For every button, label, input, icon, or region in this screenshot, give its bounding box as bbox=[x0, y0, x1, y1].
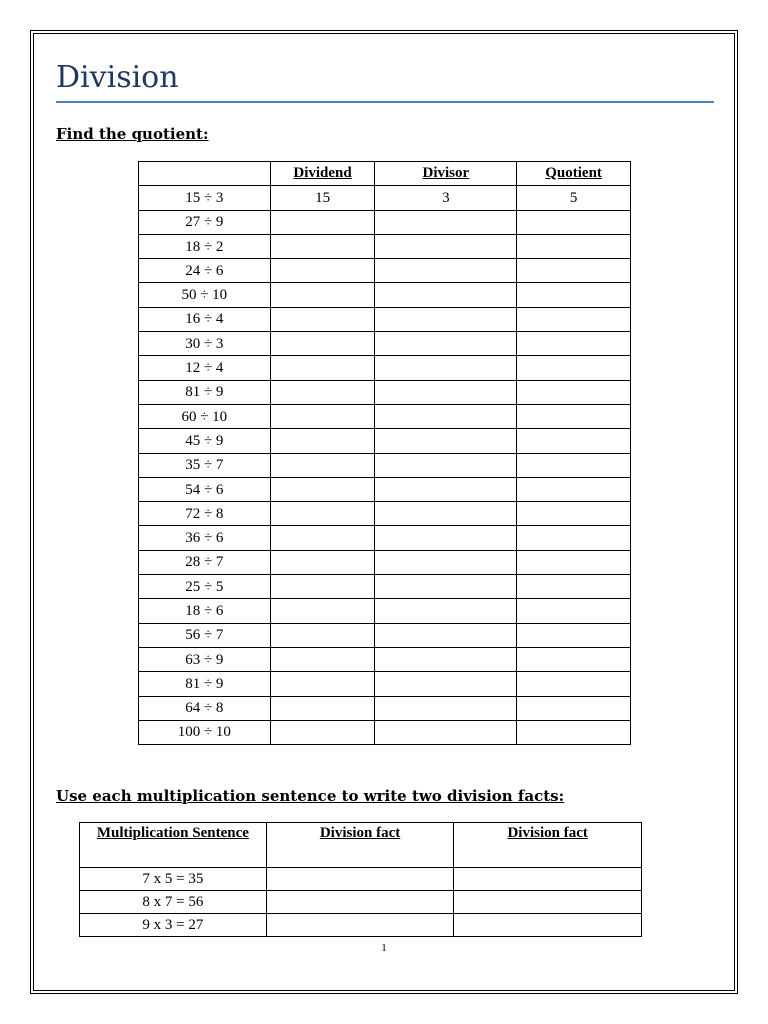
table-row bbox=[139, 453, 631, 477]
header-multiplication-sentence: Multiplication Sentence bbox=[80, 823, 267, 868]
divisor-cell bbox=[375, 623, 517, 647]
table-row bbox=[139, 259, 631, 283]
divisor-cell bbox=[375, 453, 517, 477]
dividend-cell bbox=[270, 234, 375, 258]
divisor-cell bbox=[375, 332, 517, 356]
table-row bbox=[139, 210, 631, 234]
quotient-cell bbox=[517, 332, 631, 356]
table-row bbox=[139, 720, 631, 744]
table-row bbox=[139, 380, 631, 404]
page-title: Division bbox=[56, 60, 179, 95]
table-row bbox=[80, 914, 642, 937]
quotient-cell bbox=[517, 210, 631, 234]
dividend-cell bbox=[270, 307, 375, 331]
quotient-cell bbox=[517, 502, 631, 526]
divisor-cell: 3 bbox=[375, 186, 517, 210]
header-dividend: Dividend bbox=[270, 162, 375, 186]
header-problem bbox=[139, 162, 271, 186]
divisor-cell bbox=[375, 283, 517, 307]
quotient-instruction: Find the quotient: bbox=[56, 125, 209, 143]
quotient-cell bbox=[517, 307, 631, 331]
problem-cell: 50 ÷ 10 bbox=[139, 283, 271, 307]
table-row bbox=[139, 550, 631, 574]
dividend-cell bbox=[270, 283, 375, 307]
divisor-cell bbox=[375, 259, 517, 283]
dividend-cell bbox=[270, 720, 375, 744]
quotient-cell bbox=[517, 356, 631, 380]
table-row bbox=[139, 502, 631, 526]
title-underline bbox=[56, 101, 714, 103]
divisor-cell bbox=[375, 380, 517, 404]
dividend-cell bbox=[270, 672, 375, 696]
quotient-cell bbox=[517, 234, 631, 258]
table-row bbox=[139, 599, 631, 623]
problem-cell: 100 ÷ 10 bbox=[139, 720, 271, 744]
problem-cell: 54 ÷ 6 bbox=[139, 477, 271, 501]
table-row bbox=[139, 696, 631, 720]
quotient-cell bbox=[517, 720, 631, 744]
quotient-cell bbox=[517, 259, 631, 283]
problem-cell: 45 ÷ 9 bbox=[139, 429, 271, 453]
dividend-cell: 15 bbox=[270, 186, 375, 210]
table-row bbox=[80, 868, 642, 891]
table-row bbox=[139, 234, 631, 258]
divisor-cell bbox=[375, 696, 517, 720]
table-row bbox=[139, 526, 631, 550]
header-quotient: Quotient bbox=[517, 162, 631, 186]
header-divisor: Divisor bbox=[375, 162, 517, 186]
divisor-cell bbox=[375, 672, 517, 696]
table-row bbox=[139, 623, 631, 647]
division-fact-cell bbox=[266, 868, 454, 891]
table-row bbox=[139, 477, 631, 501]
page-number: 1 bbox=[381, 942, 387, 954]
header-division-fact-1: Division fact bbox=[266, 823, 454, 868]
dividend-cell bbox=[270, 623, 375, 647]
table-row bbox=[139, 186, 631, 210]
header-division-fact-2: Division fact bbox=[454, 823, 642, 868]
dividend-cell bbox=[270, 332, 375, 356]
table-row bbox=[139, 404, 631, 428]
divisor-cell bbox=[375, 550, 517, 574]
problem-cell: 30 ÷ 3 bbox=[139, 332, 271, 356]
division-facts-table bbox=[79, 822, 642, 937]
quotient-cell: 5 bbox=[517, 186, 631, 210]
quotient-table-header bbox=[139, 162, 631, 186]
problem-cell: 63 ÷ 9 bbox=[139, 647, 271, 671]
multiplication-sentence-cell: 9 x 3 = 27 bbox=[80, 914, 267, 937]
problem-cell: 16 ÷ 4 bbox=[139, 307, 271, 331]
multiplication-sentence-cell: 7 x 5 = 35 bbox=[80, 868, 267, 891]
quotient-cell bbox=[517, 429, 631, 453]
divisor-cell bbox=[375, 647, 517, 671]
problem-cell: 60 ÷ 10 bbox=[139, 404, 271, 428]
table-row bbox=[139, 429, 631, 453]
divisor-cell bbox=[375, 307, 517, 331]
quotient-cell bbox=[517, 647, 631, 671]
dividend-cell bbox=[270, 210, 375, 234]
quotient-cell bbox=[517, 380, 631, 404]
division-fact-cell bbox=[454, 891, 642, 914]
table-row bbox=[139, 332, 631, 356]
divisor-cell bbox=[375, 526, 517, 550]
dividend-cell bbox=[270, 696, 375, 720]
divisor-cell bbox=[375, 356, 517, 380]
dividend-cell bbox=[270, 575, 375, 599]
dividend-cell bbox=[270, 404, 375, 428]
divisor-cell bbox=[375, 502, 517, 526]
dividend-cell bbox=[270, 259, 375, 283]
divisor-cell bbox=[375, 720, 517, 744]
division-fact-cell bbox=[454, 914, 642, 937]
divisor-cell bbox=[375, 599, 517, 623]
table-row bbox=[139, 647, 631, 671]
division-facts-header bbox=[80, 823, 642, 868]
dividend-cell bbox=[270, 647, 375, 671]
problem-cell: 18 ÷ 2 bbox=[139, 234, 271, 258]
quotient-cell bbox=[517, 623, 631, 647]
quotient-cell bbox=[517, 526, 631, 550]
divisor-cell bbox=[375, 210, 517, 234]
division-facts-instruction: Use each multiplication sentence to write two division facts: bbox=[56, 787, 565, 805]
problem-cell: 56 ÷ 7 bbox=[139, 623, 271, 647]
table-row bbox=[80, 891, 642, 914]
problem-cell: 24 ÷ 6 bbox=[139, 259, 271, 283]
problem-cell: 81 ÷ 9 bbox=[139, 380, 271, 404]
quotient-table bbox=[138, 161, 631, 745]
divisor-cell bbox=[375, 234, 517, 258]
dividend-cell bbox=[270, 477, 375, 501]
divisor-cell bbox=[375, 429, 517, 453]
quotient-cell bbox=[517, 672, 631, 696]
dividend-cell bbox=[270, 502, 375, 526]
quotient-cell bbox=[517, 404, 631, 428]
problem-cell: 27 ÷ 9 bbox=[139, 210, 271, 234]
quotient-cell bbox=[517, 283, 631, 307]
problem-cell: 25 ÷ 5 bbox=[139, 575, 271, 599]
dividend-cell bbox=[270, 526, 375, 550]
multiplication-sentence-cell: 8 x 7 = 56 bbox=[80, 891, 267, 914]
table-row bbox=[139, 283, 631, 307]
division-fact-cell bbox=[266, 891, 454, 914]
dividend-cell bbox=[270, 356, 375, 380]
problem-cell: 18 ÷ 6 bbox=[139, 599, 271, 623]
problem-cell: 64 ÷ 8 bbox=[139, 696, 271, 720]
divisor-cell bbox=[375, 404, 517, 428]
problem-cell: 12 ÷ 4 bbox=[139, 356, 271, 380]
dividend-cell bbox=[270, 429, 375, 453]
quotient-cell bbox=[517, 599, 631, 623]
quotient-cell bbox=[517, 453, 631, 477]
quotient-cell bbox=[517, 696, 631, 720]
divisor-cell bbox=[375, 477, 517, 501]
quotient-cell bbox=[517, 550, 631, 574]
dividend-cell bbox=[270, 550, 375, 574]
division-fact-cell bbox=[266, 914, 454, 937]
problem-cell: 36 ÷ 6 bbox=[139, 526, 271, 550]
problem-cell: 15 ÷ 3 bbox=[139, 186, 271, 210]
dividend-cell bbox=[270, 453, 375, 477]
problem-cell: 28 ÷ 7 bbox=[139, 550, 271, 574]
problem-cell: 72 ÷ 8 bbox=[139, 502, 271, 526]
table-row bbox=[139, 672, 631, 696]
divisor-cell bbox=[375, 575, 517, 599]
quotient-cell bbox=[517, 575, 631, 599]
dividend-cell bbox=[270, 599, 375, 623]
dividend-cell bbox=[270, 380, 375, 404]
problem-cell: 81 ÷ 9 bbox=[139, 672, 271, 696]
table-row bbox=[139, 575, 631, 599]
division-fact-cell bbox=[454, 868, 642, 891]
table-row bbox=[139, 356, 631, 380]
quotient-cell bbox=[517, 477, 631, 501]
problem-cell: 35 ÷ 7 bbox=[139, 453, 271, 477]
table-row bbox=[139, 307, 631, 331]
